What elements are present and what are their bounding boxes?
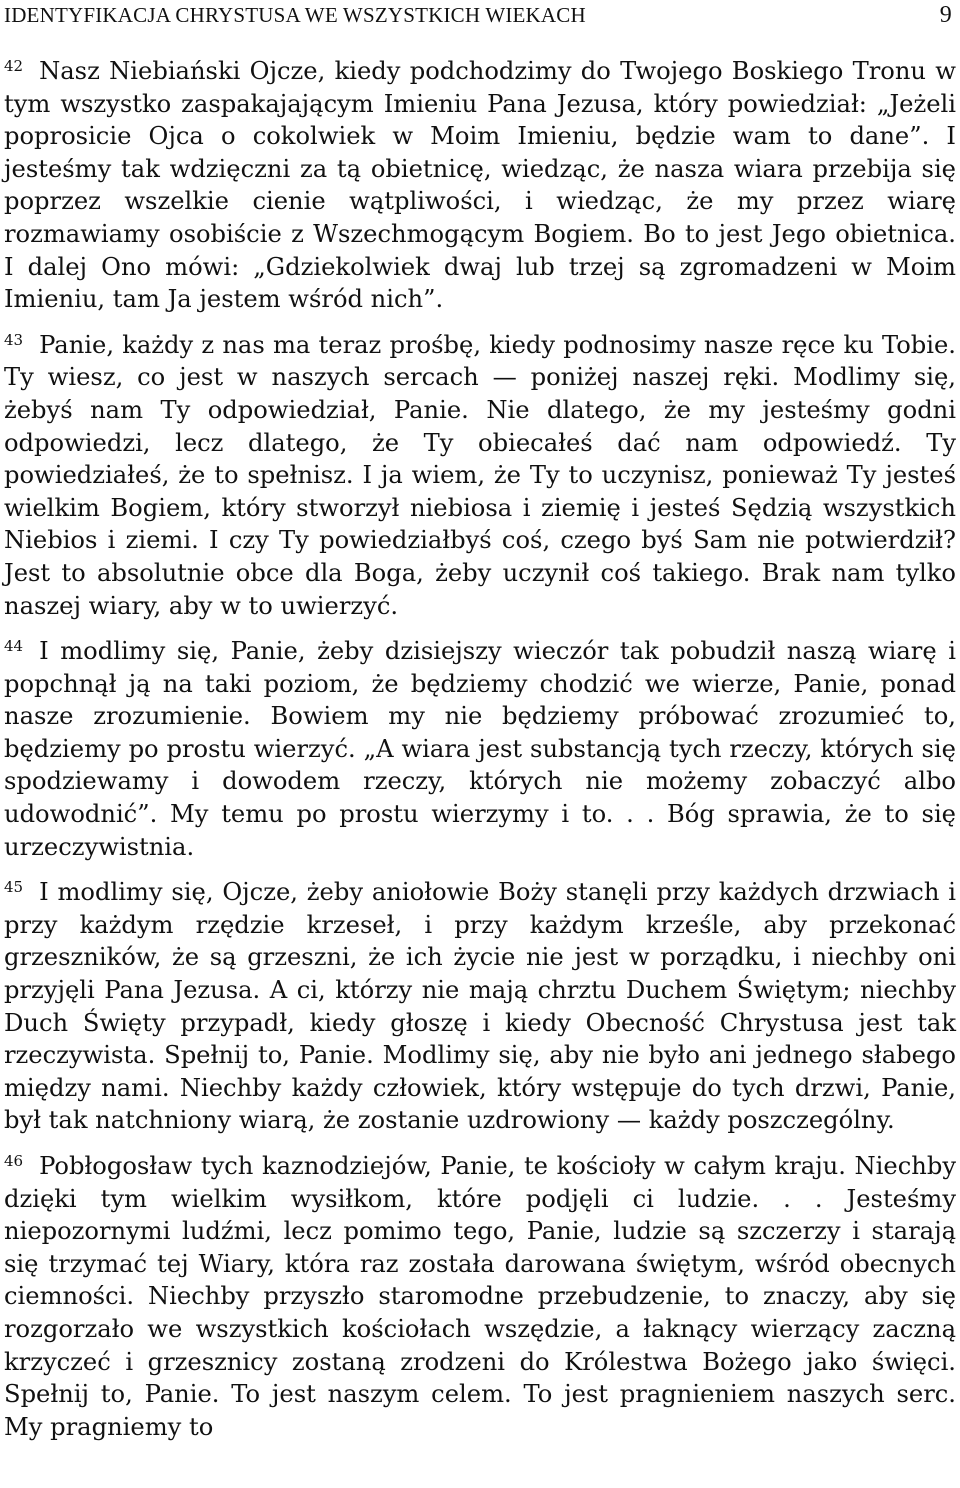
paragraph-number: 46 — [4, 1152, 24, 1170]
paragraph-45 — [4, 871, 956, 1137]
paragraph-42 — [4, 50, 956, 316]
paragraph-text: I modlimy się, Ojcze, żeby aniołowie Boży stanęli przy każdych drzwiach i przy każdym rzędzie krzeseł, i przy każdym krześle, aby przekonać grzeszników, że są grzeszni, że ich życie nie jest w porządku, i niechby oni przyjęli Pana Jezusa. A ci, którzy nie mają chrztu Duchem Świętym; niechby Duch Święty przypadł, kiedy głoszę i kiedy Obecność Chrystusa jest tak rzeczywista. Spełnij to, Panie. Modlimy się, aby nie było ani jednego słabego między nami. Niechby każdy człowiek, który wstępuje do tych drzwi, Panie, był tak natchniony wiarą, że zostanie uzdrowiony — każdy poszczególny. — [4, 878, 956, 1135]
paragraph-text: Pobłogosław tych kaznodziejów, Panie, te kościoły w całym kraju. Niechby dzięki tym wielkim wysiłkom, które podjęli ci ludzie. . . Jesteśmy niepozornymi ludźmi, lecz pomimo tego, Panie, ludzie są szczerzy i starają się trzymać tej Wiary, która raz została darowana świętym, wśród obecnych ciemności. Niechby przyszło staromodne przebudzenie, to znaczy, aby się rozgorzało we wszystkich kościołach wszędzie, a łaknący wierzący zaczną krzyczeć i grzesznicy zostaną zrodzeni do Królestwa Bożego jako święci. Spełnij to, Panie. To jest naszym celem. To jest pragnieniem naszych serc. My pragniemy to — [4, 1152, 956, 1441]
paragraph-46 — [4, 1145, 956, 1443]
paragraph-text: Nasz Niebiański Ojcze, kiedy podchodzimy do Twojego Boskiego Tronu w tym wszystko zaspakajającym Imieniu Pana Jezusa, który powiedział: „Jeżeli poprosicie Ojca o cokolwiek w Moim Imieniu, będzie wam to dane”. I jesteśmy tak wdzięczni za tą obietnicę, wiedząc, że nasza wiara przebija się poprzez wszelkie cienie wątpliwości, i wiedząc, że my przez wiarę rozmawiamy osobiście z Wszechmogącym Bogiem. Bo to jest Jego obietnica. I dalej Ono mówi: „Gdziekolwiek dwaj lub trzej są zgromadzeni w Moim Imieniu, tam Ja jestem wśród nich”. — [4, 57, 956, 314]
paragraph-number: 44 — [4, 637, 24, 656]
running-header — [4, 0, 956, 42]
running-title: IDENTYFIKACJA CHRYSTUSA WE WSZYSTKICH WIEKACH — [4, 3, 586, 27]
paragraph-number: 45 — [4, 878, 24, 897]
paragraph-text: I modlimy się, Panie, żeby dzisiejszy wieczór tak pobudził naszą wiarę i popchnął ją na taki poziom, że będziemy chodzić we wierze, Panie, ponad nasze zrozumienie. Bowiem my nie będziemy próbować zrozumieć to, będziemy po prostu wierzyć. „A wiara jest substancją tych rzeczy, których się spodziewamy i dowodem rzeczy, których nie możemy zobaczyć albo udowodnić”. My temu po prostu wierzymy i to. . . Bóg sprawia, że to się urzeczywistnia. — [4, 637, 956, 861]
paragraph-number: 42 — [4, 57, 24, 75]
page-number: 9 — [939, 2, 952, 28]
paragraph-43 — [4, 324, 956, 622]
paragraph-44 — [4, 630, 956, 863]
paragraph-number: 43 — [4, 330, 24, 349]
paragraph-text: Panie, każdy z nas ma teraz prośbę, kiedy podnosimy nasze ręce ku Tobie. Ty wiesz, co jest w naszych sercach — poniżej naszej ręki. Modlimy się, żebyś nam Ty odpowiedział, Panie. Nie dlatego, że my jesteśmy godni odpowiedzi, lecz dlatego, że Ty obiecałeś dać nam odpowiedź. Ty powiedziałeś, że to spełnisz. I ja wiem, że Ty to uczynisz, ponieważ Ty jesteś wielkim Bogiem, który stworzył niebiosa i ziemię i jesteś Sędzią wszystkich Niebios i ziemi. I czy Ty powiedziałbyś coś, czego byś Sam nie potwierdził? Jest to absolutnie obce dla Boga, żeby uczynił coś takiego. Brak nam tylko naszej wiary, aby w to uwierzyć. — [4, 330, 956, 620]
